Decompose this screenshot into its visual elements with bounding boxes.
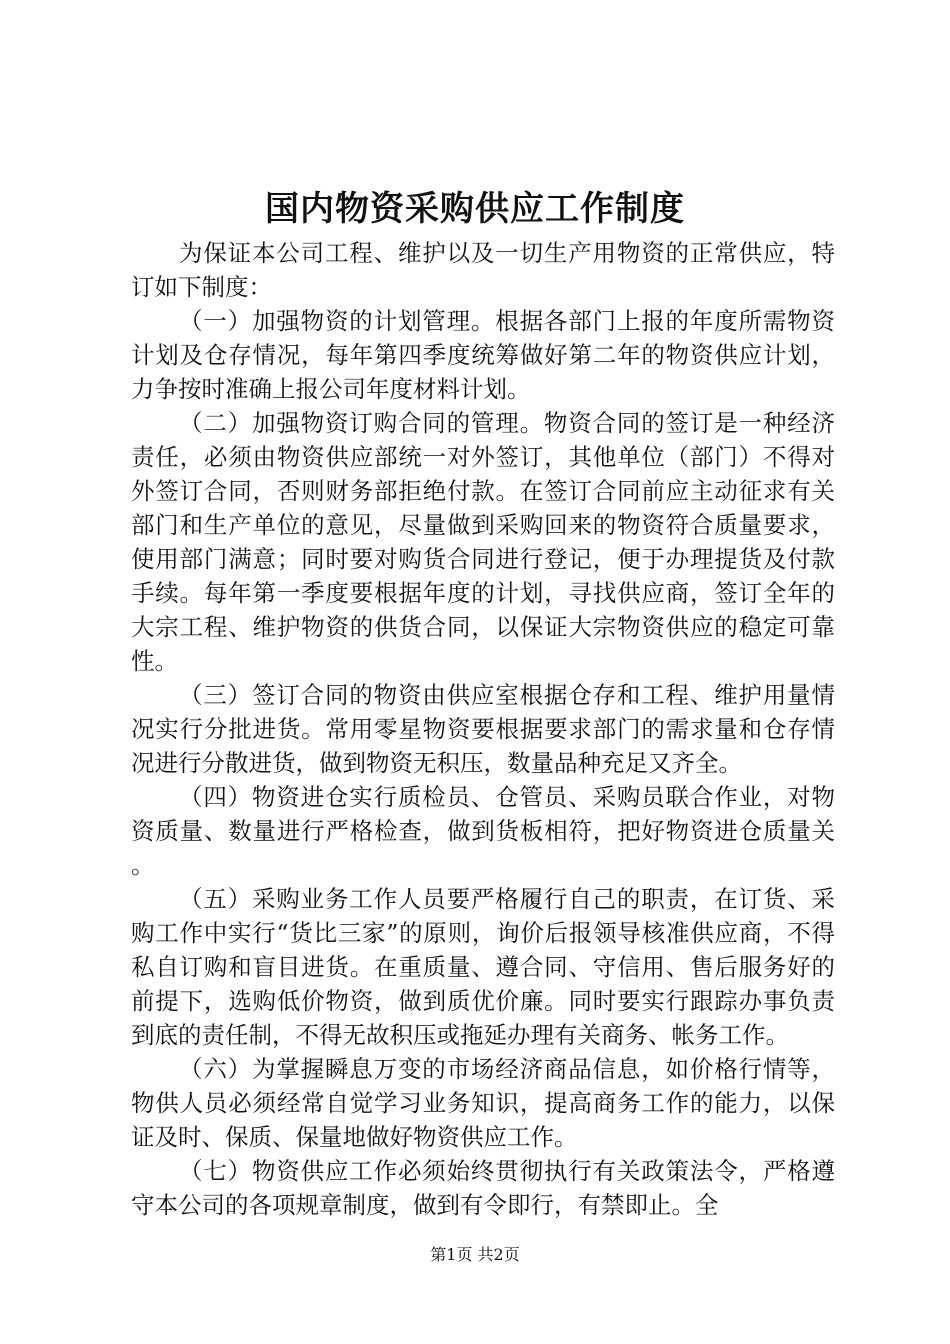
paragraph-item-7: （七）物资供应工作必须始终贯彻执行有关政策法令，严格遵守本公司的各项规章制度，做到有令即行，有禁即止。全: [131, 1157, 835, 1219]
document-body: [131, 236, 835, 1222]
paragraph-item-2: （二）加强物资订购合同的管理。物资合同的签订是一种经济责任，必须由物资供应部统一对外签订，其他单位（部门）不得对外签订合同，否则财务部拒绝付款。在签订合同前应主动征求有关部门和生产单位的意见，尽量做到采购回来的物资符合质量要求，使用部门满意；同时要对购货合同进行登记，便于办理提货及付款手续。每年第一季度要根据年度的计划，寻找供应商，签订全年的大宗工程、维护物资的供货合同，以保证大宗物资供应的稳定可靠性。: [131, 409, 835, 675]
paragraph-item-1: （一）加强物资的计划管理。根据各部门上报的年度所需物资计划及仓存情况，每年第四季度统筹做好第二年的物资供应计划，力争按时准确上报公司年度材料计划。: [131, 307, 835, 403]
page-footer: 第1页 共2页: [430, 1245, 520, 1264]
paragraph-item-5: （五）采购业务工作人员要严格履行自己的职责，在订货、采购工作中实行“货比三家”的原则，询价后报领导核准供应商，不得私自订购和盲目进货。在重质量、遵合同、守信用、售后服务好的前提下，选购低价物资，做到质优价廉。同时要实行跟踪办事负责到底的责任制，不得无故积压或拖延办理有关商务、帐务工作。: [131, 885, 835, 1049]
paragraph-intro: 为保证本公司工程、维护以及一切生产用物资的正常供应，特订如下制度：: [131, 239, 835, 301]
paragraph-item-4: （四）物资进仓实行质检员、仓管员、采购员联合作业，对物资质量、数量进行严格检查，做到货板相符，把好物资进仓质量关。: [131, 783, 835, 879]
paragraph-item-3: （三）签订合同的物资由供应室根据仓存和工程、维护用量情况实行分批进货。常用零星物资要根据要求部门的需求量和仓存情况进行分散进货，做到物资无积压，数量品种充足又齐全。: [131, 681, 835, 777]
paragraph-item-6: （六）为掌握瞬息万变的市场经济商品信息，如价格行情等，物供人员必须经常自觉学习业务知识，提高商务工作的能力，以保证及时、保质、保量地做好物资供应工作。: [131, 1055, 835, 1151]
document-title: 国内物资采购供应工作制度: [265, 189, 685, 229]
